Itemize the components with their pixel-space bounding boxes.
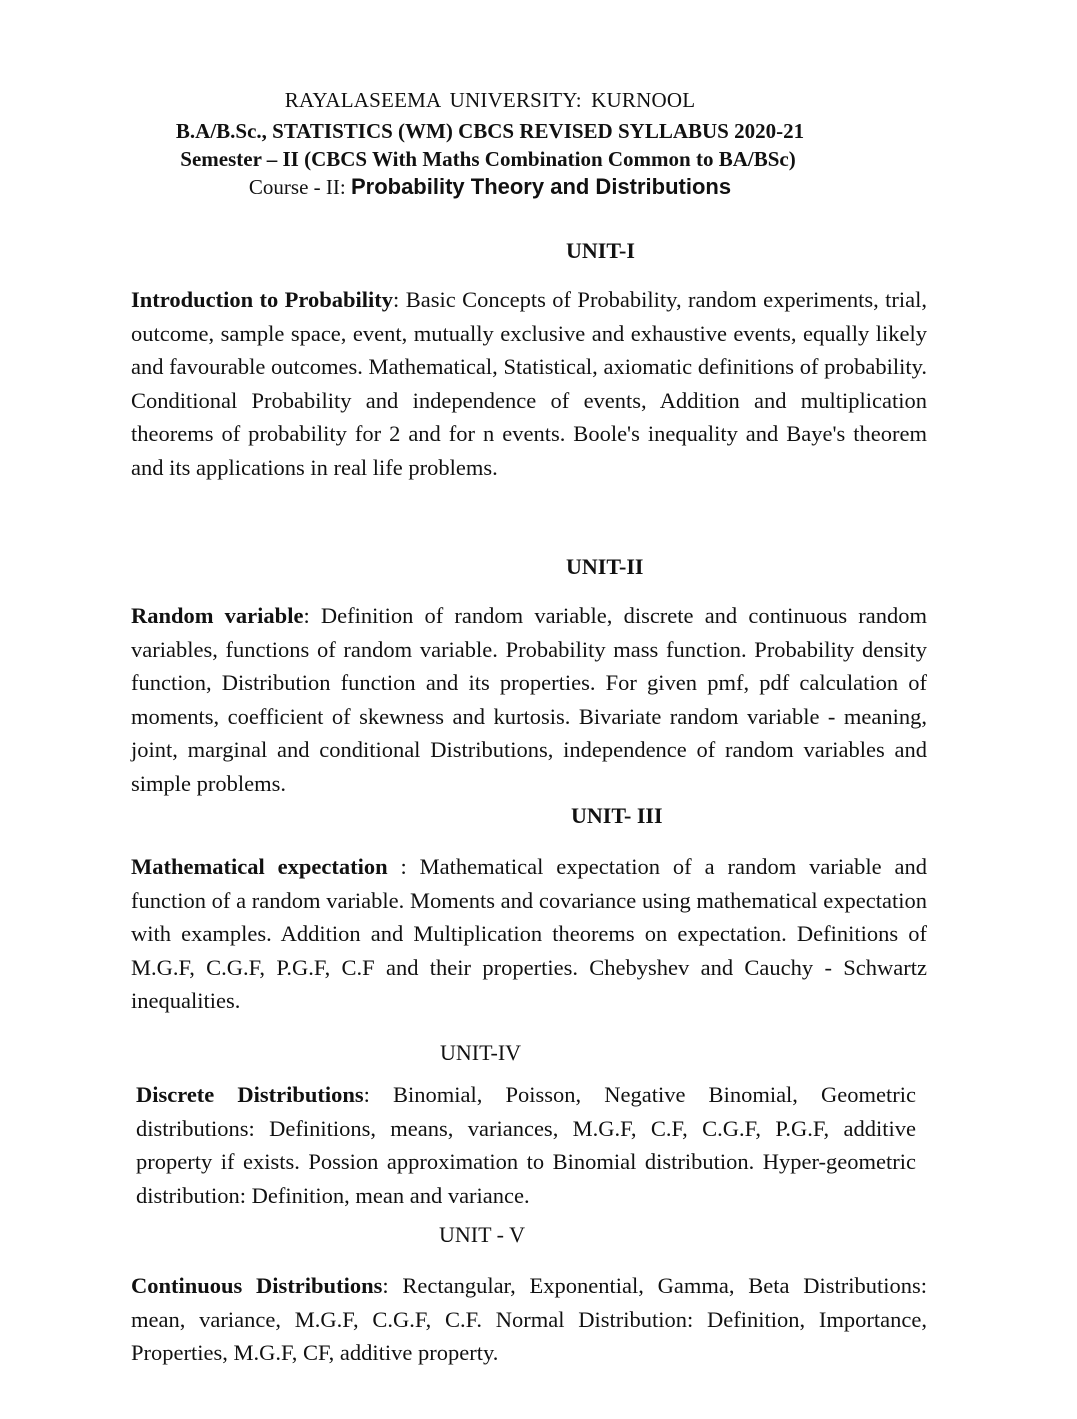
unit-1-topic: Introduction to Probability: [131, 287, 394, 312]
unit-4-heading: UNIT-IV: [440, 1040, 522, 1065]
unit-5-content: [131, 1269, 927, 1370]
unit-1-content: [131, 283, 927, 484]
university-name: RAYALASEEMA UNIVERSITY: KURNOOL: [284, 88, 696, 112]
unit-3-topic: Mathematical expectation: [131, 854, 388, 879]
program-title: B.A/B.Sc., STATISTICS (WM) CBCS REVISED SYLLABUS 2020-21: [175, 119, 805, 143]
unit-5-body: : Rectangular, Exponential, Gamma, Beta Distributions: mean, variance, M.G.F, C.G.F, C.F. Normal Distribution: Definition, Importance, Properties, M.G.F, CF, additive property.: [131, 1273, 927, 1365]
unit-1-heading: UNIT-I: [566, 238, 635, 263]
course-line: [0, 174, 980, 200]
semester-title: Semester – II (CBCS With Maths Combination Common to BA/BSc): [180, 147, 796, 171]
unit-2-heading: UNIT-II: [566, 554, 644, 579]
unit-2-content: [131, 599, 927, 800]
unit-5-topic: Continuous Distributions: [131, 1273, 383, 1298]
course-prefix: Course - II:: [248, 175, 351, 199]
unit-3-heading: UNIT- III: [571, 803, 663, 828]
unit-5-heading: UNIT - V: [439, 1222, 525, 1247]
unit-2-topic: Random variable: [131, 603, 304, 628]
course-title: Probability Theory and Distributions: [350, 174, 732, 199]
unit-3-content: [131, 850, 927, 1018]
unit-4-body: : Binomial, Poisson, Negative Binomial, Geometric distributions: Definitions, means, variances, M.G.F, C.F, C.G.F, P.G.F, additive property if exists. Possion approximation to Binomial distribution. Hyper-geometric distribution: Definition, mean and variance.: [136, 1082, 916, 1208]
unit-4-topic: Discrete Distributions: [136, 1082, 364, 1107]
unit-1-body: : Basic Concepts of Probability, random experiments, trial, outcome, sample space, event, mutually exclusive and exhaustive events, equally likely and favourable outcomes. Mathematical, Statistical, axiomatic definitions of probability. Conditional Probability and independence of events, Addition and multiplication theorems of probability for 2 and for n events. Boole's inequality and Baye's theorem and its applications in real life problems.: [131, 287, 928, 480]
unit-4-content: [136, 1078, 916, 1212]
unit-2-body: : Definition of random variable, discrete and continuous random variables, functions of random variable. Probability mass function. Probability density function, Distribution function and its properties. For given pmf, pdf calculation of moments, coefficient of skewness and kurtosis. Bivariate random variable - meaning, joint, marginal and conditional Distributions, independence of random variables and simple problems.: [131, 603, 927, 796]
unit-3-body: : Mathematical expectation of a random variable and function of a random variable. Moments and covariance using mathematical expectation with examples. Addition and Multiplication theorems on expectation. Definitions of M.G.F, C.G.F, P.G.F, C.F and their properties. Chebyshev and Cauchy - Schwartz inequalities.: [131, 854, 927, 1013]
